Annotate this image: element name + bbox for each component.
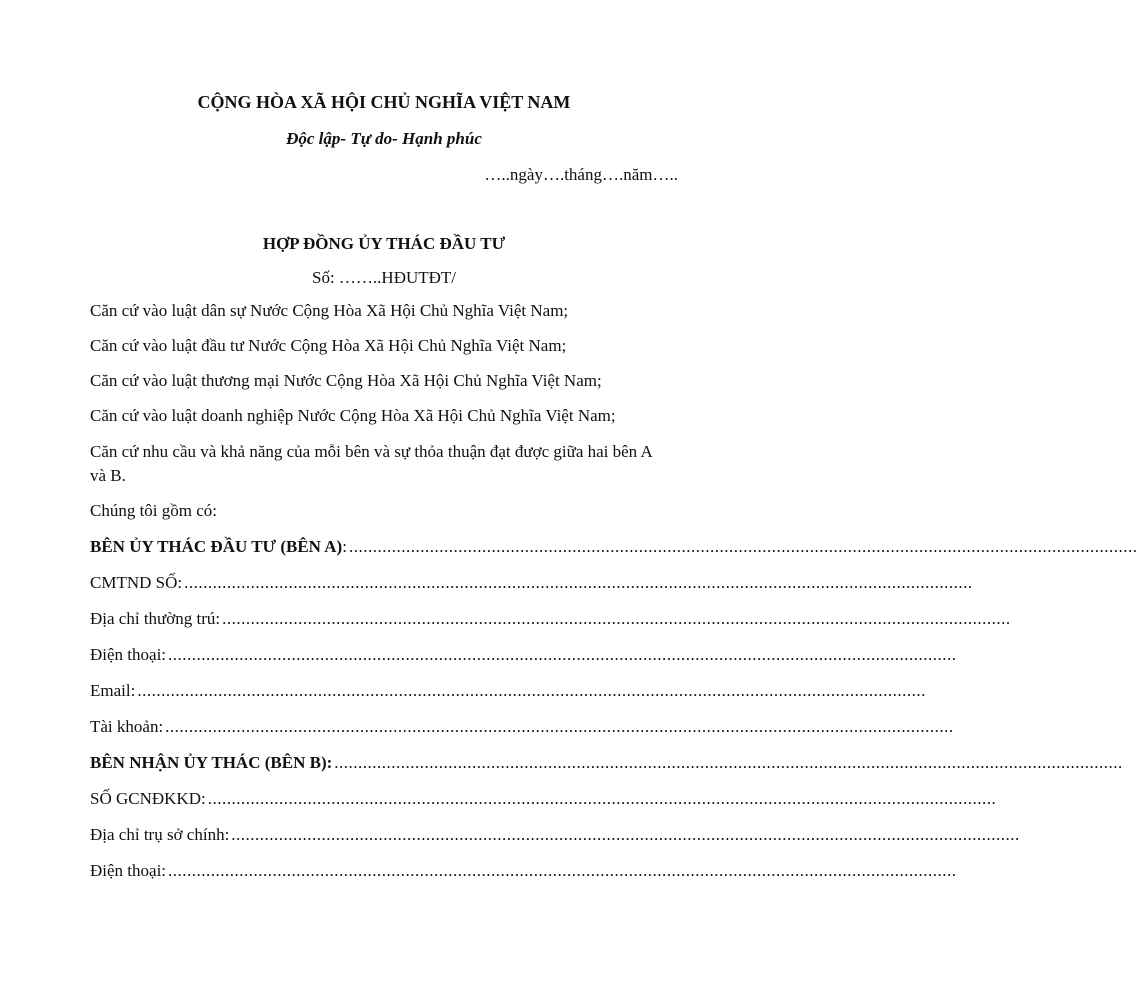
intro-text: Chúng tôi gồm có: xyxy=(90,501,218,520)
legal-basis-agreement: Căn cứ nhu cầu và khả năng của mỗi bên và sự thỏa thuận đạt được giữa hai bên A xyxy=(90,442,653,461)
legal-basis-investment: Căn cứ vào luật đầu tư Nước Cộng Hòa Xã Hội Chủ Nghĩa Việt Nam; xyxy=(90,336,567,355)
legal-basis-agreement-cont: và B. xyxy=(90,466,126,485)
legal-basis-commercial: Căn cứ vào luật thương mại Nước Cộng Hòa Xã Hội Chủ Nghĩa Việt Nam; xyxy=(90,371,602,390)
date-line: …..ngày….tháng….năm….. xyxy=(484,165,678,184)
party-a-heading-colon: : xyxy=(342,537,347,556)
party-a-address-row xyxy=(90,608,1011,630)
fill-line[interactable]: ...................................................................................................................................................................... xyxy=(184,573,973,592)
party-a-email-row xyxy=(90,680,926,702)
field-label: Địa chỉ trụ sở chính: xyxy=(90,825,230,844)
legal-basis-civil: Căn cứ vào luật dân sự Nước Cộng Hòa Xã Hội Chủ Nghĩa Việt Nam; xyxy=(90,301,569,320)
fill-line[interactable]: ...................................................................................................................................................................... xyxy=(168,645,957,664)
party-a-phone-row xyxy=(90,644,957,666)
field-label: Email: xyxy=(90,681,136,700)
motto: Độc lập- Tự do- Hạnh phúc xyxy=(286,129,482,148)
contract-title: HỢP ĐỒNG ỦY THÁC ĐẦU TƯ xyxy=(262,234,506,253)
field-label: Điện thoại: xyxy=(90,645,167,664)
party-b-license-row xyxy=(90,788,997,810)
field-label: SỐ GCNĐKKD: xyxy=(90,789,206,808)
field-label: Tài khoản: xyxy=(90,717,164,736)
fill-line[interactable]: ...................................................................................................................................................................... xyxy=(207,789,997,808)
fill-line[interactable]: ...................................................................................................................................................................... xyxy=(348,537,1137,556)
fill-line[interactable]: ...................................................................................................................................................................... xyxy=(222,609,1011,628)
party-a-account-row xyxy=(90,716,954,738)
fill-line[interactable]: ...................................................................................................................................................................... xyxy=(165,717,954,736)
fill-line[interactable]: ...................................................................................................................................................................... xyxy=(168,861,957,880)
party-a-heading-row xyxy=(90,536,1137,558)
party-a-id-row xyxy=(90,572,973,594)
field-label: CMTND SỐ: xyxy=(90,573,183,592)
nation-heading: CỘNG HÒA XÃ HỘI CHỦ NGHĨA VIỆT NAM xyxy=(197,92,571,112)
fill-line[interactable]: ...................................................................................................................................................................... xyxy=(334,753,1123,772)
legal-basis-enterprise: Căn cứ vào luật doanh nghiệp Nước Cộng Hòa Xã Hội Chủ Nghĩa Việt Nam; xyxy=(90,406,616,425)
fill-line[interactable]: ...................................................................................................................................................................... xyxy=(137,681,926,700)
field-label: Địa chỉ thường trú: xyxy=(90,609,221,628)
party-b-heading-row xyxy=(90,752,1123,774)
party-b-phone-row xyxy=(90,860,957,882)
party-b-address-row xyxy=(90,824,1020,846)
party-a-heading: BÊN ỦY THÁC ĐẦU TƯ (BÊN A) xyxy=(90,537,343,556)
field-label: Điện thoại: xyxy=(90,861,167,880)
party-b-heading: BÊN NHẬN ỦY THÁC (BÊN B): xyxy=(90,753,333,772)
fill-line[interactable]: ...................................................................................................................................................................... xyxy=(231,825,1020,844)
contract-number: Số: ……..HĐUTĐT/ xyxy=(311,268,457,287)
